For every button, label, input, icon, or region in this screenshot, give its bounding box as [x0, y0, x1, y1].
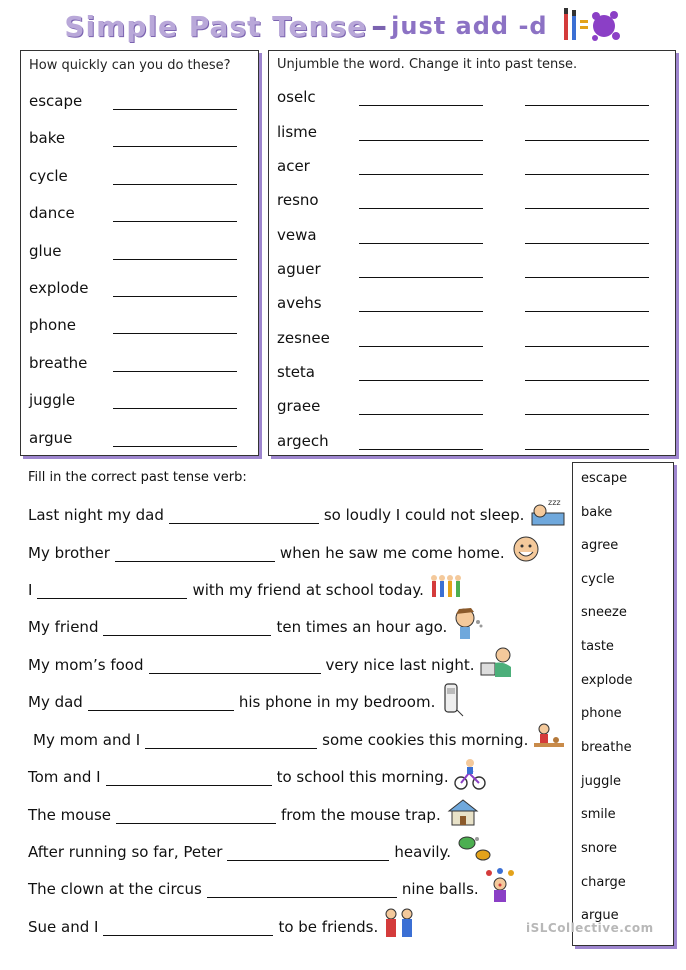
answer-blank[interactable] — [113, 281, 237, 297]
sentence-row — [28, 800, 481, 824]
past-tense-blank[interactable] — [525, 90, 649, 106]
past-tense-blank[interactable] — [525, 159, 649, 175]
word-bank-item: escape — [581, 471, 628, 486]
sentence-row — [28, 874, 517, 898]
word-bank-item: taste — [581, 639, 614, 654]
jumbled-word: argech — [277, 432, 329, 450]
verb-blank[interactable] — [116, 808, 276, 824]
word-bank-item: explode — [581, 673, 633, 688]
sneezing-boy-icon — [451, 606, 485, 642]
word-bank-item: sneeze — [581, 605, 627, 620]
answer-blank[interactable] — [113, 94, 237, 110]
unjumbled-blank[interactable] — [359, 90, 483, 106]
word-bank-item: breathe — [581, 740, 632, 755]
unjumbled-blank[interactable] — [359, 331, 483, 347]
answer-blank[interactable] — [113, 131, 237, 147]
past-tense-blank[interactable] — [525, 228, 649, 244]
verb-blank[interactable] — [103, 620, 271, 636]
jumbled-word: aguer — [277, 260, 321, 278]
unjumbled-blank[interactable] — [359, 296, 483, 312]
quick-word: juggle — [29, 391, 76, 409]
word-bank-item: charge — [581, 875, 626, 890]
smiling-boy-icon — [509, 533, 543, 567]
fill-in-heading: Fill in the correct past tense verb: — [28, 470, 247, 485]
sentence-end: his phone in my bedroom. — [238, 693, 436, 711]
unjumble-row — [277, 222, 649, 244]
sentence-start: After running so far, Peter — [28, 843, 223, 861]
unjumble-row — [277, 256, 649, 278]
bicycle-icon — [453, 757, 487, 791]
quick-word: escape — [29, 92, 83, 110]
unjumbled-blank[interactable] — [359, 365, 483, 381]
sentence-end: when he saw me come home. — [279, 544, 505, 562]
quick-row — [29, 238, 237, 260]
title-subtitle: just add -d — [391, 12, 548, 40]
word-bank-item: phone — [581, 706, 622, 721]
sentence-row — [28, 912, 416, 936]
past-tense-blank[interactable] — [525, 193, 649, 209]
title-dash: – — [371, 7, 388, 45]
quick-row — [29, 312, 237, 334]
children-group-icon — [428, 572, 462, 602]
quick-row — [29, 350, 237, 372]
juggling-clown-icon — [483, 868, 517, 904]
unjumble-row — [277, 428, 649, 450]
jumbled-word: lisme — [277, 123, 317, 141]
sentence-end: to be friends. — [278, 918, 379, 936]
sentence-start: My dad — [28, 693, 83, 711]
quick-list-box — [20, 50, 259, 456]
arguing-friends-icon — [382, 907, 416, 941]
unjumbled-blank[interactable] — [359, 125, 483, 141]
word-bank-item: bake — [581, 505, 613, 520]
sentence-start: I — [28, 581, 33, 599]
running-animals-icon — [455, 831, 493, 867]
quick-word: dance — [29, 204, 75, 222]
sentence-start: My brother — [28, 544, 110, 562]
verb-blank[interactable] — [37, 583, 187, 599]
quick-row — [29, 88, 237, 110]
jumbled-word: graee — [277, 397, 321, 415]
jumbled-word: steta — [277, 363, 315, 381]
past-tense-blank[interactable] — [525, 331, 649, 347]
jumbled-word: zesnee — [277, 329, 330, 347]
unjumbled-blank[interactable] — [359, 399, 483, 415]
jumbled-word: oselc — [277, 88, 316, 106]
past-tense-blank[interactable] — [525, 365, 649, 381]
quick-word: cycle — [29, 167, 68, 185]
sentence-end: from the mouse trap. — [281, 806, 441, 824]
past-tense-blank[interactable] — [525, 262, 649, 278]
sentence-start: The mouse — [28, 806, 112, 824]
tasting-food-icon — [479, 645, 515, 679]
answer-blank[interactable] — [113, 318, 237, 334]
answer-blank[interactable] — [113, 356, 237, 372]
sentence-end: so loudly I could not sleep. — [323, 506, 525, 524]
past-tense-blank[interactable] — [525, 399, 649, 415]
word-bank-item: smile — [581, 807, 616, 822]
sentence-start: My mom and I — [33, 731, 141, 749]
sentence-row — [28, 575, 462, 599]
past-tense-blank[interactable] — [525, 434, 649, 450]
verb-blank[interactable] — [145, 733, 317, 749]
mouse-house-icon — [445, 797, 481, 827]
verb-blank[interactable] — [207, 882, 397, 898]
quick-word: argue — [29, 429, 73, 447]
jumbled-word: vewa — [277, 226, 317, 244]
word-bank-item: agree — [581, 538, 619, 553]
phone-icon — [439, 680, 465, 718]
quick-word: breathe — [29, 354, 88, 372]
sentence-start: Tom and I — [28, 768, 101, 786]
unjumble-row — [277, 359, 649, 381]
verb-blank[interactable] — [227, 845, 389, 861]
word-bank — [572, 462, 674, 946]
sentence-row — [28, 837, 493, 861]
answer-blank[interactable] — [113, 169, 237, 185]
sentence-end: some cookies this morning. — [322, 731, 529, 749]
verb-blank[interactable] — [149, 658, 321, 674]
unjumbled-blank[interactable] — [359, 193, 483, 209]
quick-list-heading: How quickly can you do these? — [29, 58, 231, 73]
sentence-end: with my friend at school today. — [192, 581, 424, 599]
worksheet-title — [0, 6, 686, 46]
sentence-end: very nice last night. — [325, 656, 475, 674]
sentence-end: nine balls. — [401, 880, 479, 898]
quick-row — [29, 200, 237, 222]
sentence-end: to school this morning. — [276, 768, 449, 786]
quick-word: phone — [29, 316, 76, 334]
word-bank-item: cycle — [581, 572, 615, 587]
sentence-start: Sue and I — [28, 918, 99, 936]
unjumble-row — [277, 84, 649, 106]
jumbled-word: acer — [277, 157, 310, 175]
unjumbled-blank[interactable] — [359, 228, 483, 244]
unjumble-row — [277, 187, 649, 209]
answer-blank[interactable] — [113, 393, 237, 409]
unjumble-row — [277, 393, 649, 415]
quick-row — [29, 425, 237, 447]
sentence-end: ten times an hour ago. — [276, 618, 448, 636]
watermark: iSLCollective.com — [526, 921, 654, 935]
past-tense-blank[interactable] — [525, 125, 649, 141]
unjumble-row — [277, 119, 649, 141]
sleeping-man-icon — [528, 495, 568, 529]
unjumbled-blank[interactable] — [359, 262, 483, 278]
quick-word: bake — [29, 129, 66, 147]
unjumble-row — [277, 153, 649, 175]
verb-blank[interactable] — [115, 546, 275, 562]
word-bank-item: argue — [581, 908, 619, 923]
svg-text:zzz: zzz — [548, 498, 562, 507]
baking-cookies-icon — [532, 721, 566, 753]
answer-blank[interactable] — [113, 431, 237, 447]
sentence-start: The clown at the circus — [28, 880, 202, 898]
answer-blank[interactable] — [113, 244, 237, 260]
sentence-start: My mom’s food — [28, 656, 144, 674]
unjumbled-blank[interactable] — [359, 159, 483, 175]
verb-blank[interactable] — [169, 508, 319, 524]
unjumble-heading: Unjumble the word. Change it into past tense. — [277, 57, 578, 72]
unjumble-box — [268, 50, 676, 456]
sentence-row — [28, 762, 487, 786]
sentence-row — [28, 725, 566, 749]
unjumble-row — [277, 325, 649, 347]
sentence-row — [28, 500, 568, 524]
past-tense-blank[interactable] — [525, 296, 649, 312]
verb-blank[interactable] — [106, 770, 272, 786]
quick-row — [29, 275, 237, 297]
quick-row — [29, 163, 237, 185]
jumbled-word: avehs — [277, 294, 322, 312]
sentence-row — [28, 538, 543, 562]
sentence-start: My friend — [28, 618, 99, 636]
answer-blank[interactable] — [113, 206, 237, 222]
verb-blank[interactable] — [88, 695, 234, 711]
paint-brushes-icon — [562, 6, 622, 46]
quick-row — [29, 125, 237, 147]
sentence-start: Last night my dad — [28, 506, 164, 524]
unjumble-row — [277, 290, 649, 312]
sentence-row — [28, 612, 485, 636]
sentence-row — [28, 650, 515, 674]
verb-blank[interactable] — [103, 920, 273, 936]
unjumbled-blank[interactable] — [359, 434, 483, 450]
title-main: Simple Past Tense — [64, 9, 368, 43]
sentence-end: heavily. — [394, 843, 452, 861]
word-bank-item: snore — [581, 841, 618, 856]
quick-word: glue — [29, 242, 62, 260]
sentence-row — [28, 687, 465, 711]
word-bank-item: juggle — [581, 774, 621, 789]
quick-row — [29, 387, 237, 409]
jumbled-word: resno — [277, 191, 319, 209]
quick-word: explode — [29, 279, 89, 297]
